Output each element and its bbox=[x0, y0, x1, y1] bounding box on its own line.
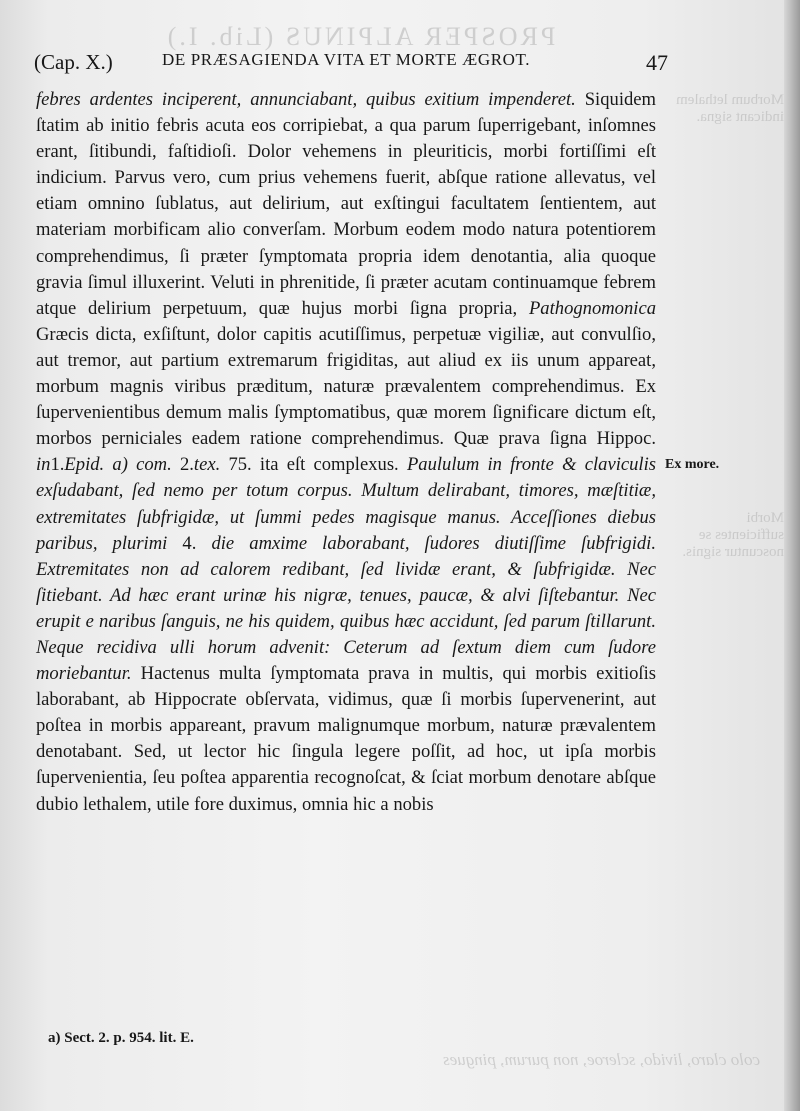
citation-in: in bbox=[36, 454, 51, 476]
quote-number: 4. bbox=[182, 532, 197, 554]
text-roman-2: Græcis dicta, exſiſtunt, dolor capitis acutiſſimus, perpetuæ vigiliæ, aut convulſio, aut tremor, aut partium extremarum frigiditas, aut aliud ex iis unum appareat, morbum magnis viribus præditum, naturæ prævalentem comprehendimus. Ex ſupervenientibus demum malis ſymptomatibus, quæ morem ſignificare dictum eſt, morbos perniciales eadem ratione comprehendimus. Quæ prava ſigna Hippoc. bbox=[36, 323, 656, 450]
text-roman-3: 75. ita eſt complexus. bbox=[228, 454, 399, 476]
chapter-label: (Cap. X.) bbox=[34, 50, 113, 74]
page-number: 47 bbox=[646, 50, 668, 75]
citation-section: 2. bbox=[179, 454, 194, 476]
text-roman-4: Hactenus multa ſymptomata prava in multis, qui morbis exitioſis laborabant, ab Hippocrate obſervata, vidimus, quæ ſi morbis ſupervenerint, aut poſtea in morbis appareant, pravum malignumque morbum, naturæ prævalentem denotabant. Sed, ut lector hic ſingula legere poſſit, ad hoc, ut ipſa morbis ſupervenientia, ſeu poſtea apparentia recognoſcat, & ſciat morbum denotare abſque dubio lethalem, utile fore duximus, omnia hic a nobis bbox=[36, 663, 656, 815]
main-paragraph bbox=[36, 87, 656, 818]
citation-tex: tex. bbox=[193, 454, 221, 476]
margin-note: Ex more. bbox=[665, 457, 720, 472]
bleed-through-heading: PROSPER ALPINUS (Lib. I.) bbox=[164, 22, 556, 51]
hippocrates-quote-1: Paululum in fronte & claviculis exſudabant, ſed nemo per totum corpus. Multum delirabant, timores, mæſtitiæ, extremitates ſubfrigidæ, ut ſummi pedes magisque manus. Acceſſiones diebus paribus, plurimi bbox=[36, 454, 656, 554]
page-edge-shadow bbox=[784, 0, 800, 1111]
running-title: DE PRÆSAGIENDA VITA ET MORTE ÆGROT. bbox=[162, 50, 531, 69]
footnote: a) Sect. 2. p. 954. lit. E. bbox=[48, 1030, 194, 1046]
text-roman-1: Siquidem ſtatim ab initio febris acuta eos corripiebat, a qua parum ſuperrigebant, inſomnes erant, ſitibundi, faſtidioſi. Dolor vehemens in pleuriticis, morbi fortiſſimi eſt indicium. Parvus vero, cum prius vehemens fuerit, abſque ratione allevatus, vel etiam omnino ſublatus, aut delirium, aut exſtingui facultatem ſentientem, aut materiam morbificam alio converſam. Morbum eodem modo natura potentiorem comprehendimus, ſi præter ſymptomata propria idem denotantia, alia quoque gravia ſimul illuxerint. Veluti in phrenitide, ſi præter acutam continuamque febrem atque delirium perpetuum, quæ hujus morbi ſigna propria, bbox=[36, 89, 656, 319]
text-italic-2: Pathognomonica bbox=[528, 297, 656, 319]
body-text bbox=[36, 87, 656, 818]
bleed-through-footer: colo claro, livido, scleroe, non purum, pingues bbox=[443, 1050, 760, 1069]
citation-epid: Epid. a) com. bbox=[64, 454, 172, 476]
running-header bbox=[34, 50, 668, 80]
citation-book: 1. bbox=[50, 454, 65, 476]
bleed-through-margin-top: Morbum lethalem indicant signa. bbox=[676, 92, 784, 125]
text-italic-1: febres ardentes inciperent, annunciabant, quibus exitium impenderet. bbox=[36, 89, 576, 110]
hippocrates-quote-2: die amxime laborabant, ſudores diutiſſime ſubfrigidi. Extremitates non ad calorem redibant, ſed lividæ erant, & ſubfrigidæ. Nec ſitiebant. Ad hæc erant urinæ his nigræ, tenues, paucæ, & alvi ſiſtebantur. Nec erupit e naribus ſanguis, ne his quidem, quibus hæc accidunt, ſed parum ſtillarunt. Neque recidiva ulli horum advenit: Ceterum ad ſextum diem cum ſudore moriebantur. bbox=[36, 532, 656, 685]
bleed-through-margin-mid: Morbi sufficientes se noscuntur signis. bbox=[682, 510, 784, 560]
